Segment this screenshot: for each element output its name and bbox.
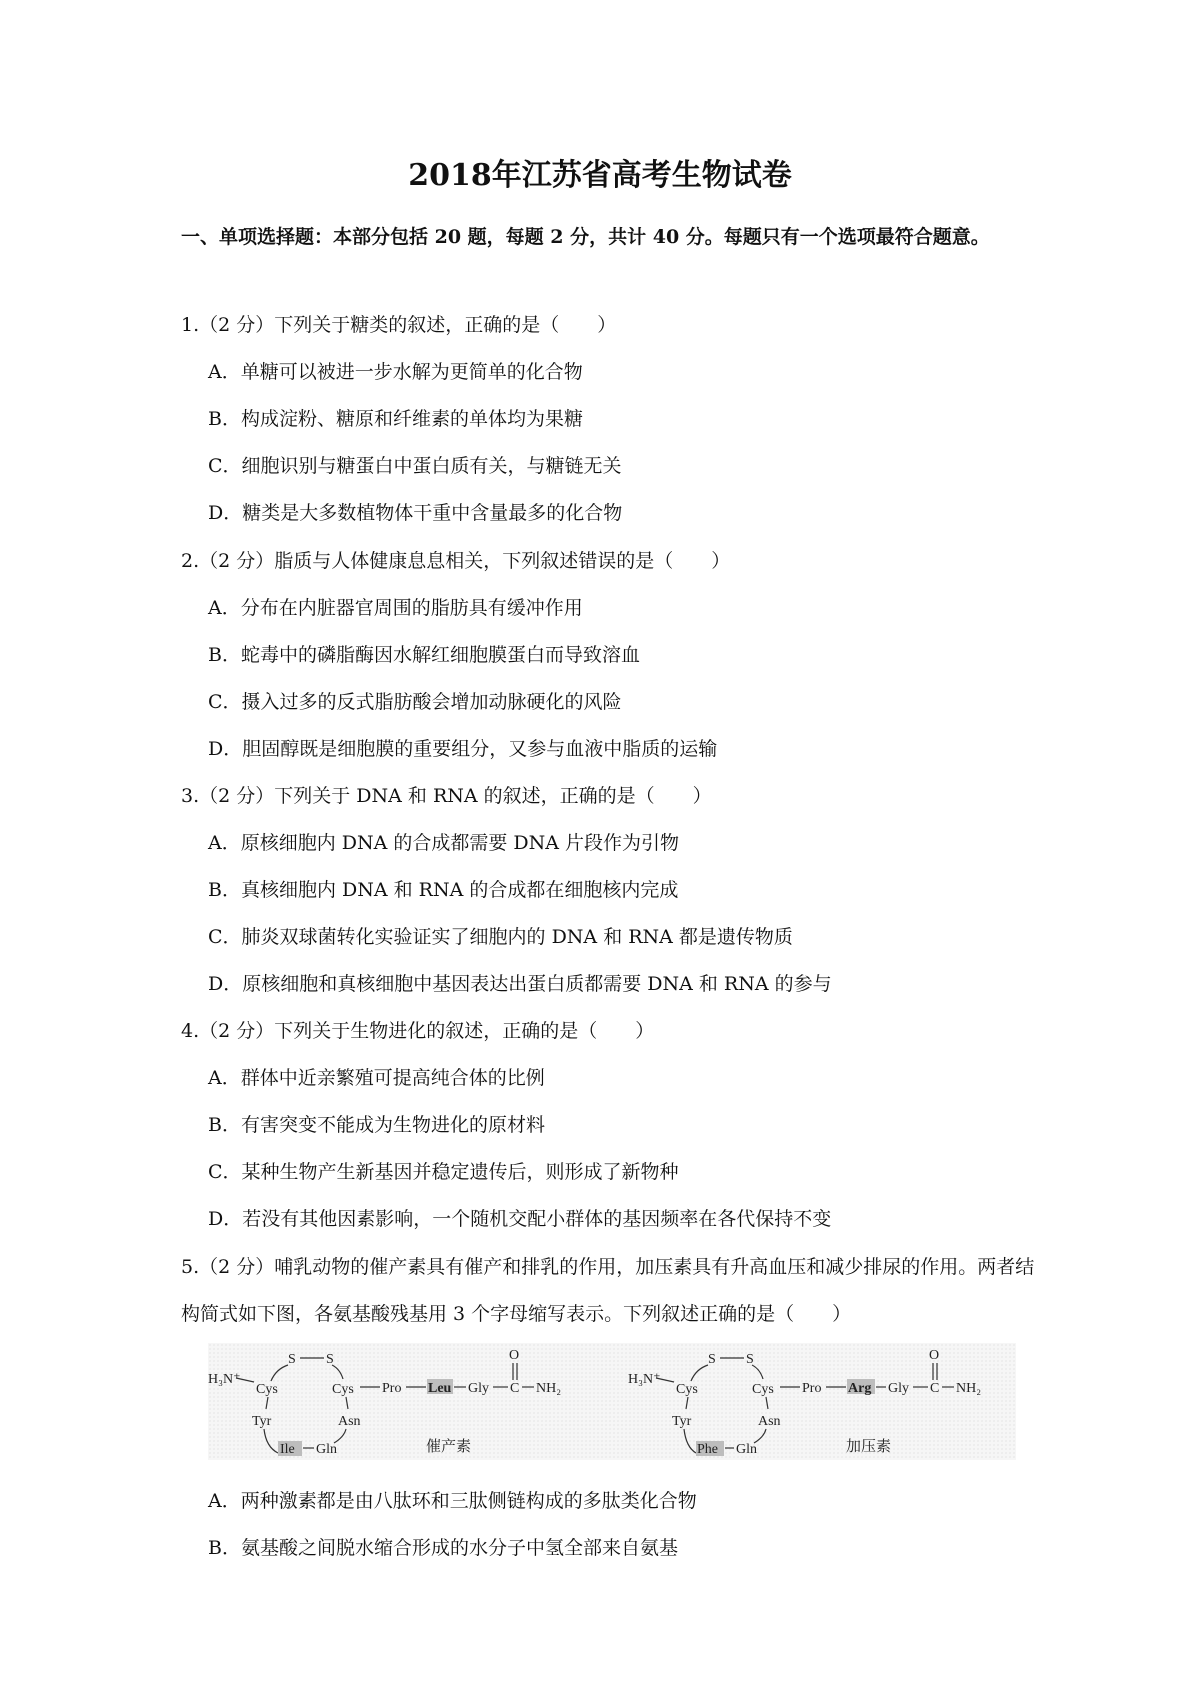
amino-acid-label: Pro [382, 1381, 402, 1396]
question-4-option-a: A．群体中近亲繁殖可提高纯合体的比例 [208, 1067, 545, 1089]
amino-acid-label: Gly [468, 1381, 489, 1396]
peptide-structures-svg [208, 1343, 1016, 1460]
amino-acid-label: Cys [256, 1382, 278, 1397]
oxytocin-structure [208, 1348, 561, 1457]
question-4-option-d: D．若没有其他因素影响，一个随机交配小群体的基因频率在各代保持不变 [208, 1208, 832, 1230]
amino-acid-label: Tyr [672, 1414, 692, 1429]
amino-acid-label: Cys [676, 1382, 698, 1397]
amino-acid-label: Asn [758, 1414, 781, 1429]
question-4-option-b: B．有害突变不能成为生物进化的原材料 [208, 1114, 545, 1136]
sulfur-label: S [708, 1352, 716, 1367]
question-5-stem: 5.（2 分）哺乳动物的催产素具有催产和排乳的作用，加压素具有升高血压和减少排尿的作用。两者结构简式如下图，各氨基酸残基用 3 个字母缩写表示。下列叙述正确的是（ ） [181, 1256, 1035, 1325]
question-3-option-b: B．真核细胞内 DNA 和 RNA 的合成都在细胞核内完成 [208, 879, 679, 901]
amino-acid-label: Asn [338, 1414, 361, 1429]
highlighted-residue-label: Leu [428, 1381, 452, 1396]
section-header: 一、单项选择题：本部分包括 20 题，每题 2 分，共计 40 分。每题只有一个选项最符合题意。 [181, 226, 990, 248]
question-3-option-d: D．原核细胞和真核细胞中基因表达出蛋白质都需要 DNA 和 RNA 的参与 [208, 973, 832, 995]
amide-label: NH₂ [956, 1381, 982, 1396]
question-2-option-a: A．分布在内脏器官周围的脂肪具有缓冲作用 [208, 597, 583, 619]
carbon-label: C [930, 1381, 940, 1396]
question-2-stem: 2.（2 分）脂质与人体健康息息相关，下列叙述错误的是（ ） [181, 550, 731, 572]
sulfur-label: S [288, 1352, 296, 1367]
question-5-option-b: B．氨基酸之间脱水缩合形成的水分子中氢全部来自氨基 [208, 1537, 678, 1559]
amino-acid-label: Cys [332, 1382, 354, 1397]
amino-acid-label: Pro [802, 1381, 822, 1396]
peptide-structure-figure [208, 1343, 1016, 1460]
amino-acid-label: Gln [736, 1442, 757, 1457]
molecule-name-label: 催产素 [426, 1439, 472, 1455]
vasopressin-structure [628, 1348, 981, 1457]
question-3-stem: 3.（2 分）下列关于 DNA 和 RNA 的叙述，正确的是（ ） [181, 785, 712, 807]
oxygen-label: O [929, 1348, 940, 1363]
amino-acid-label: Tyr [252, 1414, 272, 1429]
question-1-stem: 1.（2 分）下列关于糖类的叙述，正确的是（ ） [181, 314, 617, 336]
amino-acid-label: Cys [752, 1382, 774, 1397]
molecule-name-label: 加压素 [846, 1439, 892, 1455]
question-1-option-a: A．单糖可以被进一步水解为更简单的化合物 [208, 361, 583, 383]
question-1-option-d: D．糖类是大多数植物体干重中含量最多的化合物 [208, 502, 623, 524]
question-3-option-a: A．原核细胞内 DNA 的合成都需要 DNA 片段作为引物 [208, 832, 680, 854]
question-5-option-a: A．两种激素都是由八肽环和三肽侧链构成的多肽类化合物 [208, 1490, 697, 1512]
amino-acid-label: Gly [888, 1381, 909, 1396]
n-terminus-label: H₃N⁺ [208, 1372, 241, 1387]
question-2-option-c: C．摄入过多的反式脂肪酸会增加动脉硬化的风险 [208, 691, 622, 713]
amide-label: NH₂ [536, 1381, 562, 1396]
n-terminus-label: H₃N⁺ [628, 1372, 661, 1387]
question-1-option-c: C．细胞识别与糖蛋白中蛋白质有关，与糖链无关 [208, 455, 622, 477]
sulfur-label: S [326, 1352, 334, 1367]
question-2-option-b: B．蛇毒中的磷脂酶因水解红细胞膜蛋白而导致溶血 [208, 644, 640, 666]
question-4-option-c: C．某种生物产生新基因并稳定遗传后，则形成了新物种 [208, 1161, 679, 1183]
sulfur-label: S [746, 1352, 754, 1367]
question-3-option-c: C．肺炎双球菌转化实验证实了细胞内的 DNA 和 RNA 都是遗传物质 [208, 926, 793, 948]
question-2-option-d: D．胆固醇既是细胞膜的重要组分，又参与血液中脂质的运输 [208, 738, 718, 760]
amino-acid-label: Gln [316, 1442, 337, 1457]
highlighted-residue-label: Ile [280, 1442, 295, 1457]
carbon-label: C [510, 1381, 520, 1396]
oxygen-label: O [509, 1348, 520, 1363]
question-4-stem: 4.（2 分）下列关于生物进化的叙述，正确的是（ ） [181, 1020, 655, 1042]
question-1-option-b: B．构成淀粉、糖原和纤维素的单体均为果糖 [208, 408, 583, 430]
highlighted-residue-label: Arg [848, 1381, 872, 1396]
page-title: 2018年江苏省高考生物试卷 [408, 158, 792, 193]
highlighted-residue-label: Phe [697, 1442, 718, 1457]
